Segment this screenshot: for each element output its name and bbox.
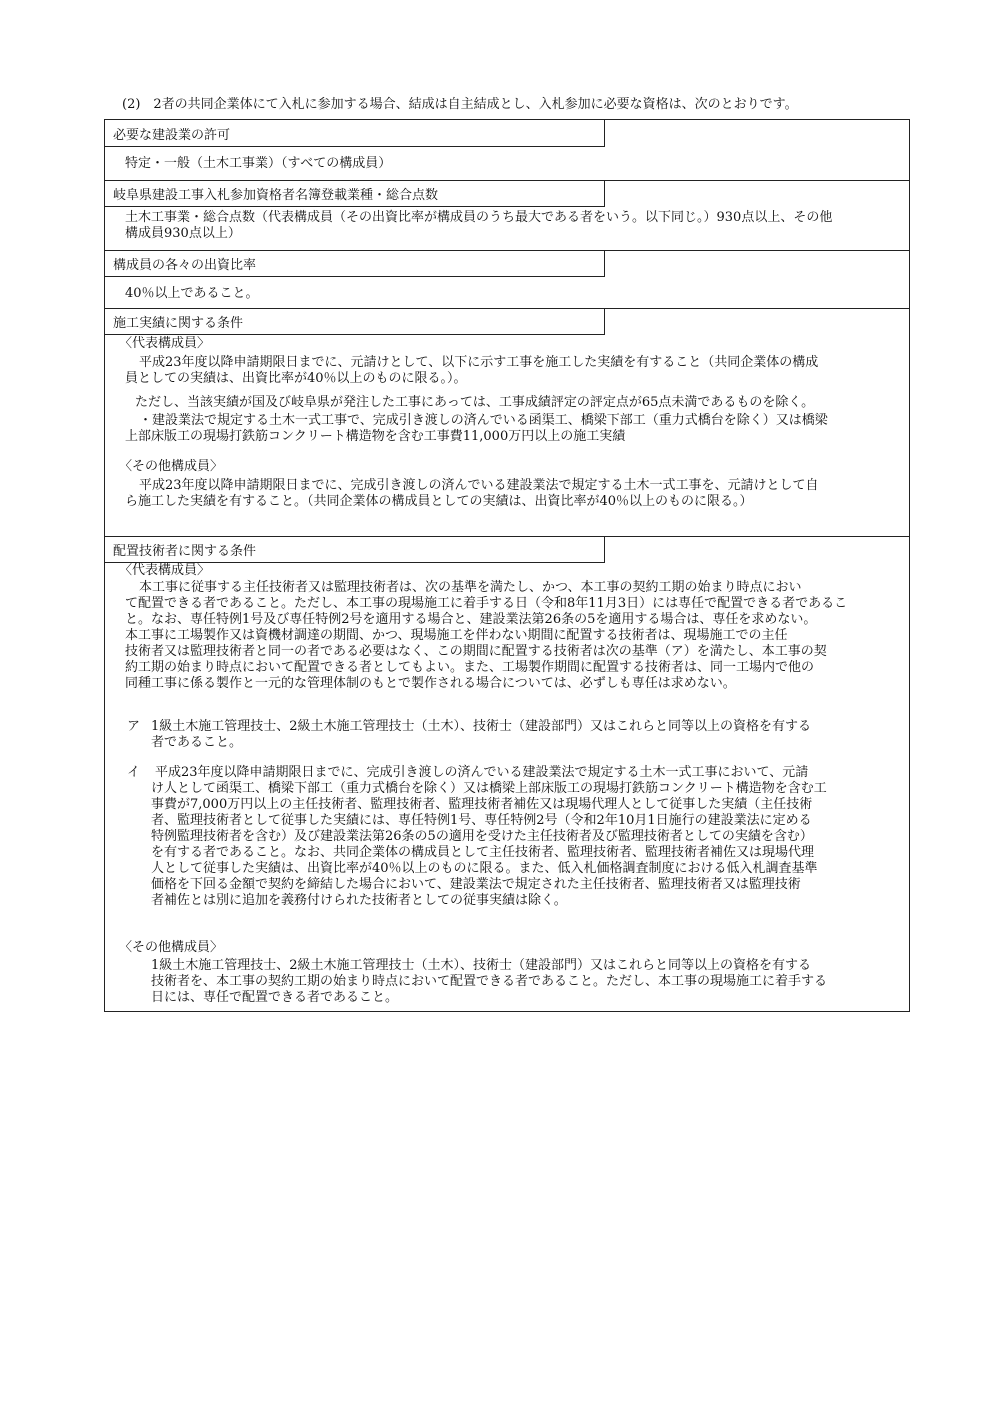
engineer-header: 配置技術者に関する条件 [105,536,605,563]
engineer-other-line: 1級土木施工管理技士、2級土木施工管理技士（土木）、技術士（建設部門）又はこれらと同等以上の資格を有する [151,958,812,973]
item-a-line: 者であること。 [151,735,243,750]
license-body: 特定・一般（土木工事業）（すべての構成員） [125,156,392,171]
item-a-mark: ア [127,719,141,734]
ranking-header: 岐阜県建設工事入札参加資格者名簿登載業種・総合点数 [105,180,605,207]
ratio-header: 構成員の各々の出資比率 [105,250,605,277]
record-line: ただし、当該実績が国及び岐阜県が発注した工事にあっては、工事成績評定の評定点が65点未満であるものを除く。 [135,395,815,410]
record-line: 平成23年度以降申請期限日までに、完成引き渡しの済んでいる建設業法で規定する土木一式工事を、元請けとして自 [139,478,819,493]
item-i-line: 者補佐とは別に追加を義務付けられた技術者としての従事実績は除く。 [151,893,567,908]
item-i-mark: イ [127,765,141,780]
ranking-line: 土木工事業・総合点数（代表構成員（その出資比率が構成員のうち最大である者をいう。以下同じ。）930点以上、その他 [125,210,833,225]
record-line: 上部床版工の現場打鉄筋コンクリート構造物を含む工事費11,000万円以上の施工実績 [125,429,626,444]
engineer-p1-line: 本工事に従事する主任技術者又は監理技術者は、次の基準を満たし、かつ、本工事の契約工期の始まり時点におい [139,580,802,595]
record-line: ら施工した実績を有すること。（共同企業体の構成員としての実績は、出資比率が40％以上のものに限る。） [125,494,753,509]
item-i-line: 者、監理技術者として従事した実績には、専任特例1号、専任特例2号（令和2年10月1日施行の建設業法に定める [151,813,812,828]
item-a-line: 1級土木施工管理技士、2級土木施工管理技士（土木）、技術士（建設部門）又はこれらと同等以上の資格を有する [151,719,812,734]
item-i-line: 特例監理技術者を含む）及び建設業法第26条の5の適用を受けた主任技術者及び監理技術者としての実績を含む） [151,829,813,844]
engineer-other-line: 日には、専任で配置できる者であること。 [151,990,399,1005]
license-header: 必要な建設業の許可 [105,120,605,147]
section-intro: (2) 2者の共同企業体にて入札に参加する場合、結成は自主結成とし、入札参加に必要な資格は、次のとおりです。 [122,97,798,112]
item-i-line: を有する者であること。なお、共同企業体の構成員として主任技術者、監理技術者、監理技術者補佐又は現場代理 [151,845,815,860]
ranking-line: 構成員930点以上） [125,226,241,241]
ratio-body: 40％以上であること。 [125,286,259,301]
engineer-p1-line: 本工事に工場製作又は資機材調達の期間、かつ、現場施工を伴わない期間に配置する技術者は、現場施工での主任 [125,628,788,643]
engineer-other-line: 技術者を、本工事の契約工期の始まり時点において配置できる者であること。ただし、本工事の現場施工に着手する [151,974,828,989]
rep-label: 〈代表構成員〉 [119,563,211,578]
item-i-line: け人として函渠工、橋梁下部工（重力式橋台を除く）又は橋梁上部床版工の現場打鉄筋コンクリート構造物を含む工 [151,781,827,796]
engineer-p1-line: 技術者又は監理技術者と同一の者である必要はなく、この期間に配置する技術者は次の基準（ア）を満たし、本工事の契 [125,644,827,659]
engineer-p1-line: と。なお、専任特例1号及び専任特例2号を適用する場合と、建設業法第26条の5を適用する場合は、専任を求めない。 [125,612,817,627]
record-header: 施工実績に関する条件 [105,308,605,335]
qualification-table [104,119,910,1012]
item-i-line: 人として従事した実績は、出資比率が40％以上のものに限る。また、低入札価格調査制度における低入札調査基準 [151,861,818,876]
record-line: 員としての実績は、出資比率が40％以上のものに限る。）。 [125,371,467,386]
engineer-p1-line: て配置できる者であること。ただし、本工事の現場施工に着手する日（令和8年11月3日）には専任で配置できる者であるこ [125,596,848,611]
other-label: 〈その他構成員〉 [119,940,224,955]
engineer-p1-line: 同種工事に係る製作と一元的な管理体制のもとで製作される場合については、必ずしも専任は求めない。 [125,676,736,691]
rep-label: 〈代表構成員〉 [119,336,211,351]
engineer-p1-line: 約工期の始まり時点において配置できる者としてもよい。また、工場製作期間に配置する技術者は、同一工場内で他の [125,660,815,675]
item-i-line: 平成23年度以降申請期限日までに、完成引き渡しの済んでいる建設業法で規定する土木一式工事において、元請 [155,765,809,780]
other-label: 〈その他構成員〉 [119,459,224,474]
item-i-line: 事費が7,000万円以上の主任技術者、監理技術者、監理技術者補佐又は現場代理人として従事した実績（主任技術 [151,797,813,812]
record-line: 平成23年度以降申請期限日までに、元請けとして、以下に示す工事を施工した実績を有すること（共同企業体の構成 [139,355,819,370]
item-i-line: 価格を下回る金額で契約を締結した場合において、建設業法で規定された主任技術者、監理技術者又は監理技術 [151,877,801,892]
record-line: ・建設業法で規定する土木一式工事で、完成引き渡しの済んでいる函渠工、橋梁下部工（重力式橋台を除く）又は橋梁 [139,413,828,428]
